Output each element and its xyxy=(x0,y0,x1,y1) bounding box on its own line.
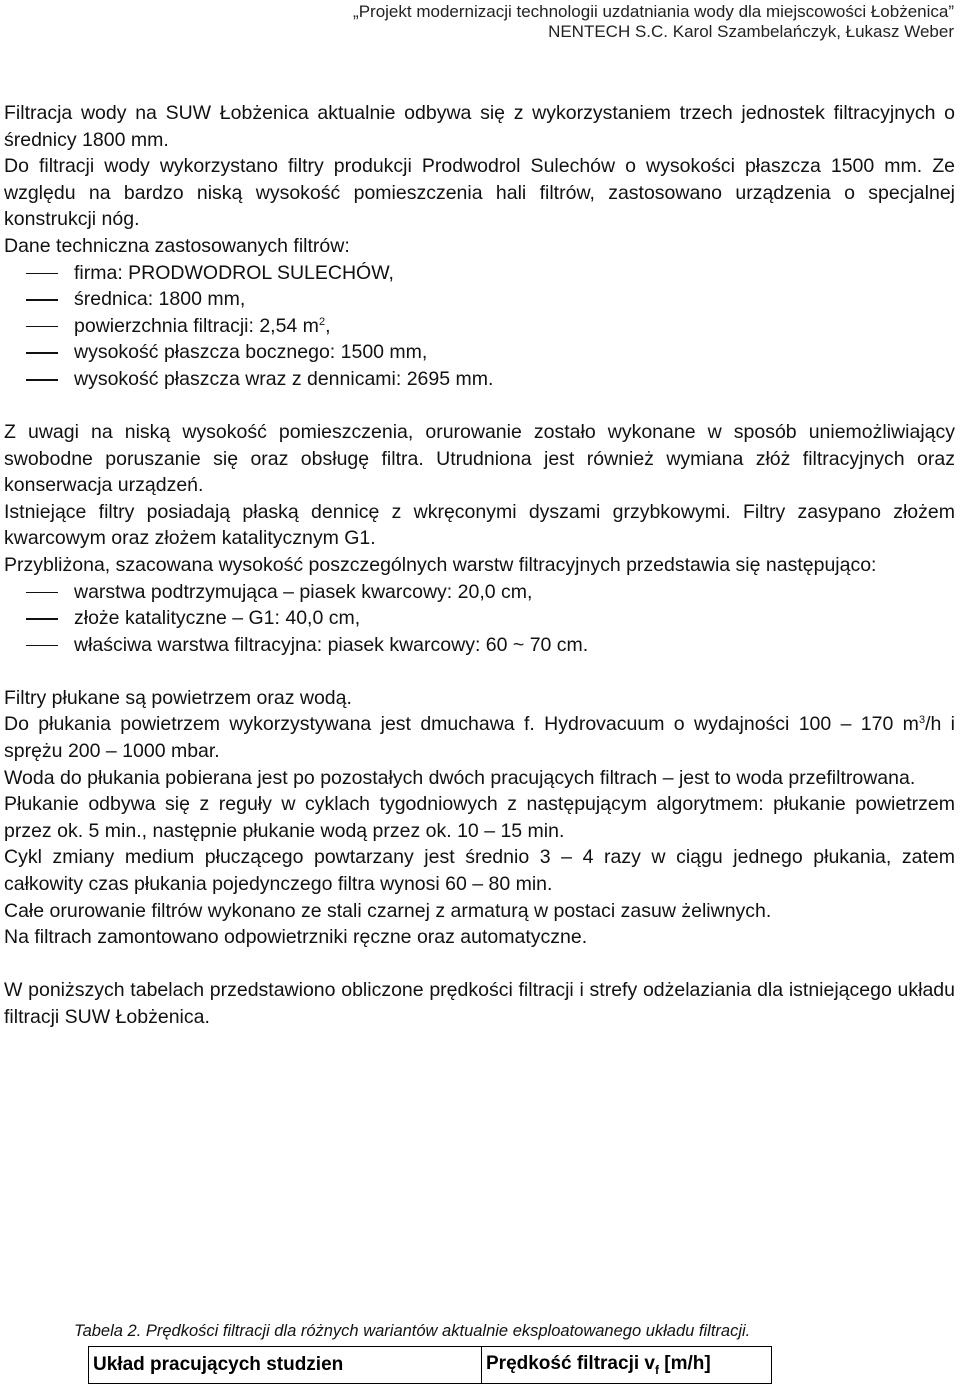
table-header-row xyxy=(89,1347,772,1384)
paragraph: Filtry płukane są powietrzem oraz wodą. xyxy=(4,686,352,709)
list-item-text: , xyxy=(325,314,331,337)
paragraph-text: Do płukania powietrzem wykorzystywana jest dmuchawa f. Hydrovacuum o wydajności 100 – 170 m xyxy=(4,713,919,736)
paragraph: Do filtracji wody wykorzystano filtry produkcji Prodwodrol Sulechów o wysokości płaszcza 1500 mm. Ze względu na bardzo niską wysokość pomieszczenia hali filtrów, zastosowano urządzenia o specjalnej konstrukcji nóg. xyxy=(4,155,955,231)
paragraph: Płukanie odbywa się z reguły w cyklach tygodniowych z następującym algorytmem: płukanie powietrzem przez ok. 5 min., następnie płukanie wodą przez ok. 10 – 15 min. xyxy=(4,793,955,842)
paragraph: Z uwagi na niską wysokość pomieszczenia, orurowanie zostało wykonane w sposób uniemożliwiający swobodne poruszanie się oraz obsługę filtra. Utrudniona jest również wymiana złóż filtracyjnych oraz konserwacja urządzeń. xyxy=(4,421,955,497)
page-header xyxy=(353,2,954,42)
paragraph: Całe orurowanie filtrów wykonano ze stali czarnej z armaturą w postaci zasuw żeliwnych. xyxy=(4,899,772,922)
filter-spec-list xyxy=(4,260,955,393)
document-body xyxy=(4,100,955,1031)
paragraph-text: /h i sprężu 200 – 1000 mbar. xyxy=(4,713,956,763)
column-header-wells: Układ pracujących studzien xyxy=(89,1347,482,1384)
column-header-text: Prędkość filtracji v xyxy=(486,1353,655,1375)
column-header-text: [m/h] xyxy=(658,1353,711,1375)
paragraph: Woda do płukania pobierana jest po pozostałych dwóch pracujących filtrach – jest to woda przefiltrowana. xyxy=(4,766,916,789)
list-item: złoże katalityczne – G1: 40,0 cm, xyxy=(4,605,955,632)
paragraph: Cykl zmiany medium płuczącego powtarzany jest średnio 3 – 4 razy w ciągu jednego płukania, zatem całkowity czas płukania pojedynczego filtra wynosi 60 – 80 min. xyxy=(4,846,955,896)
list-item: średnica: 1800 mm, xyxy=(4,286,955,313)
paragraph: Filtracja wody na SUW Łobżenica aktualnie odbywa się z wykorzystaniem trzech jednostek filtracyjnych o średnicy 1800 mm. xyxy=(4,102,955,151)
list-item: właściwa warstwa filtracyjna: piasek kwarcowy: 60 ~ 70 cm. xyxy=(4,632,955,659)
filter-layer-list xyxy=(4,579,955,659)
list-item xyxy=(4,313,955,340)
subscript: f xyxy=(654,1362,659,1377)
header-project-title: „Projekt modernizacji technologii uzdatniania wody dla miejscowości Łobżenica” xyxy=(353,2,954,21)
paragraph: W poniższych tabelach przedstawiono obliczone prędkości filtracji i strefy odżelaziania dla istniejącego układu filtracji SUW Łobżenica. xyxy=(4,979,955,1028)
table-caption: Tabela 2. Prędkości filtracji dla różnych wariantów aktualnie eksploatowanego układu filtracji. xyxy=(74,1322,751,1340)
superscript: 2 xyxy=(318,315,326,328)
paragraph xyxy=(4,711,955,764)
list-item: wysokość płaszcza wraz z dennicami: 2695 mm. xyxy=(4,366,955,393)
list-item: wysokość płaszcza bocznego: 1500 mm, xyxy=(4,339,955,366)
paragraph: Dane techniczna zastosowanych filtrów: xyxy=(4,234,350,257)
paragraph: Przybliżona, szacowana wysokość poszczególnych warstw filtracyjnych przedstawia się następująco: xyxy=(4,554,877,576)
list-item: warstwa podtrzymująca – piasek kwarcowy: 20,0 cm, xyxy=(4,579,955,606)
paragraph: Istniejące filtry posiadają płaską dennicę z wkręconymi dyszami grzybkowymi. Filtry zasypano złożem kwarcowym oraz złożem katalitycznym G1. xyxy=(4,500,955,550)
column-header-speed xyxy=(482,1347,772,1384)
header-company: NENTECH S.C. Karol Szambelańczyk, Łukasz Weber xyxy=(548,22,954,41)
paragraph: Na filtrach zamontowano odpowietrzniki ręczne oraz automatyczne. xyxy=(4,926,588,949)
superscript: 3 xyxy=(918,714,926,727)
list-item-text: powierzchnia filtracji: 2,54 m xyxy=(74,314,319,337)
filtration-speed-table xyxy=(88,1346,772,1384)
list-item: firma: PRODWODROL SULECHÓW, xyxy=(4,260,955,287)
